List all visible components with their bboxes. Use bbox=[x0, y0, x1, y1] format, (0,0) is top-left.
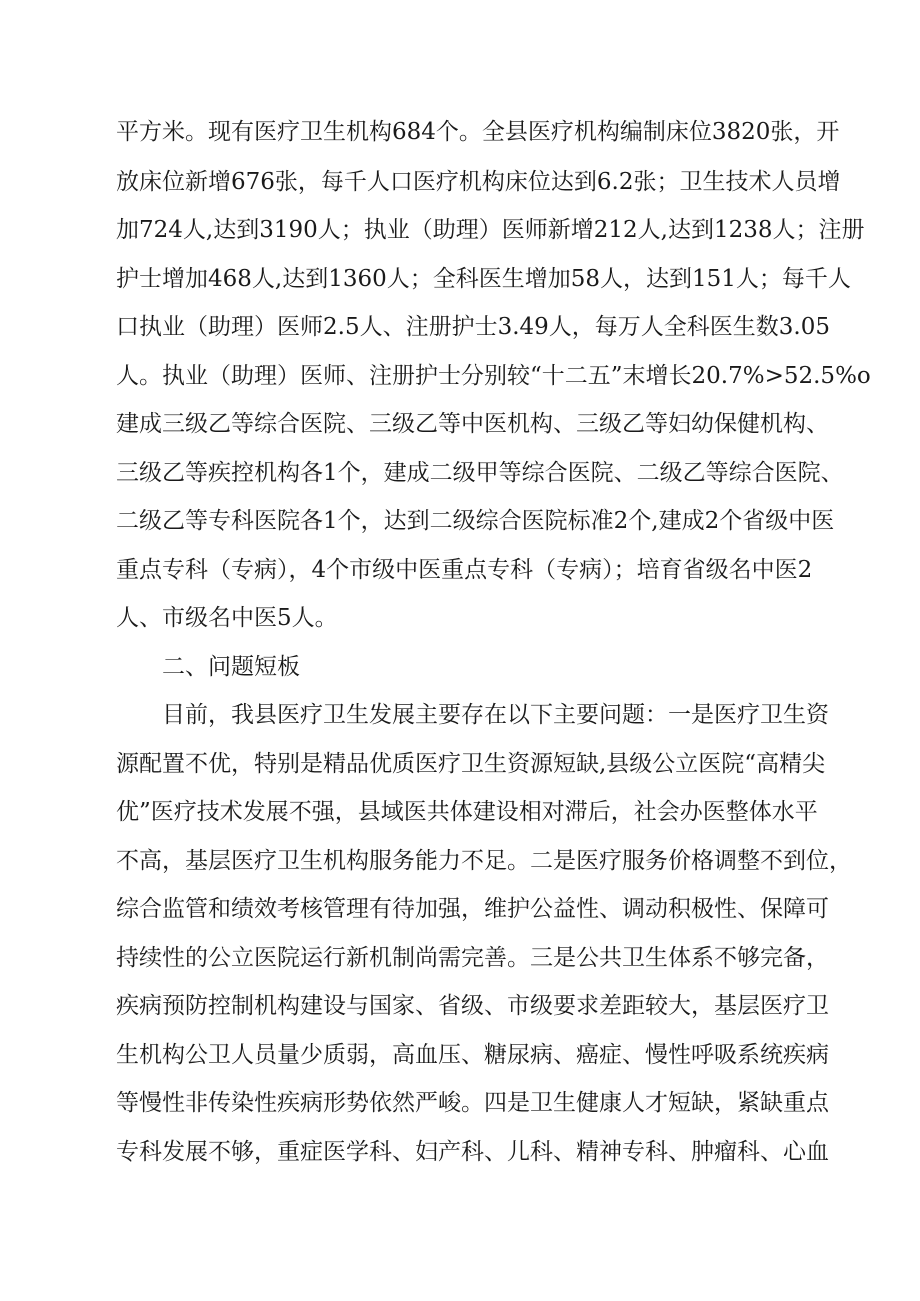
paragraph-line: 三级乙等疾控机构各1个，建成二级甲等综合医院、二级乙等综合医院、 bbox=[116, 460, 844, 486]
section-heading: 二、问题短板 bbox=[162, 654, 300, 680]
paragraph-line: 护士增加468人,达到1360人；全科医生增加58人，达到151人；每千人 bbox=[116, 266, 851, 292]
paragraph-line: 目前，我县医疗卫生发展主要存在以下主要问题：一是医疗卫生资 bbox=[162, 702, 829, 728]
paragraph-line: 等慢性非传染性疾病形势依然严峻。四是卫生健康人才短缺，紧缺重点 bbox=[116, 1090, 829, 1116]
paragraph-line: 建成三级乙等综合医院、三级乙等中医机构、三级乙等妇幼保健机构、 bbox=[116, 411, 829, 437]
paragraph-line: 加724人,达到3190人；执业（助理）医师新增212人,达到1238人；注册 bbox=[116, 217, 865, 243]
paragraph-line: 综合监管和绩效考核管理有待加强，维护公益性、调动积极性、保障可 bbox=[116, 896, 829, 922]
paragraph-line: 专科发展不够，重症医学科、妇产科、儿科、精神专科、肿瘤科、心血 bbox=[116, 1139, 829, 1165]
paragraph-line: 平方米。现有医疗卫生机构684个。全县医疗机构编制床位3820张，开 bbox=[116, 119, 840, 145]
paragraph-line: 重点专科（专病），4个市级中医重点专科（专病）；培育省级名中医2 bbox=[116, 557, 813, 583]
paragraph-line: 口执业（助理）医师2.5人、注册护士3.49人，每万人全科医生数3.05 bbox=[116, 314, 830, 340]
paragraph-line: 优”医疗技术发展不强，县域医共体建设相对滞后，社会办医整体水平 bbox=[116, 799, 818, 825]
paragraph-line: 生机构公卫人员量少质弱，高血压、糖尿病、癌症、慢性呼吸系统疾病 bbox=[116, 1042, 829, 1068]
paragraph-line: 放床位新增676张，每千人口医疗机构床位达到6.2张；卫生技术人员增 bbox=[116, 169, 841, 195]
paragraph-line: 二级乙等专科医院各1个，达到二级综合医院标准2个,建成2个省级中医 bbox=[116, 508, 835, 534]
paragraph-line: 持续性的公立医院运行新机制尚需完善。三是公共卫生体系不够完备， bbox=[116, 945, 829, 971]
paragraph-line: 源配置不优，特别是精品优质医疗卫生资源短缺,县级公立医院“高精尖 bbox=[116, 751, 826, 777]
paragraph-line: 疾病预防控制机构建设与国家、省级、市级要求差距较大，基层医疗卫 bbox=[116, 993, 829, 1019]
paragraph-line: 不高，基层医疗卫生机构服务能力不足。二是医疗服务价格调整不到位， bbox=[116, 848, 852, 874]
paragraph-line: 人、市级名中医5人。 bbox=[116, 605, 338, 631]
paragraph-line: 人。执业（助理）医师、注册护士分别较“十二五”末增长20.7%>52.5%o bbox=[116, 363, 871, 389]
